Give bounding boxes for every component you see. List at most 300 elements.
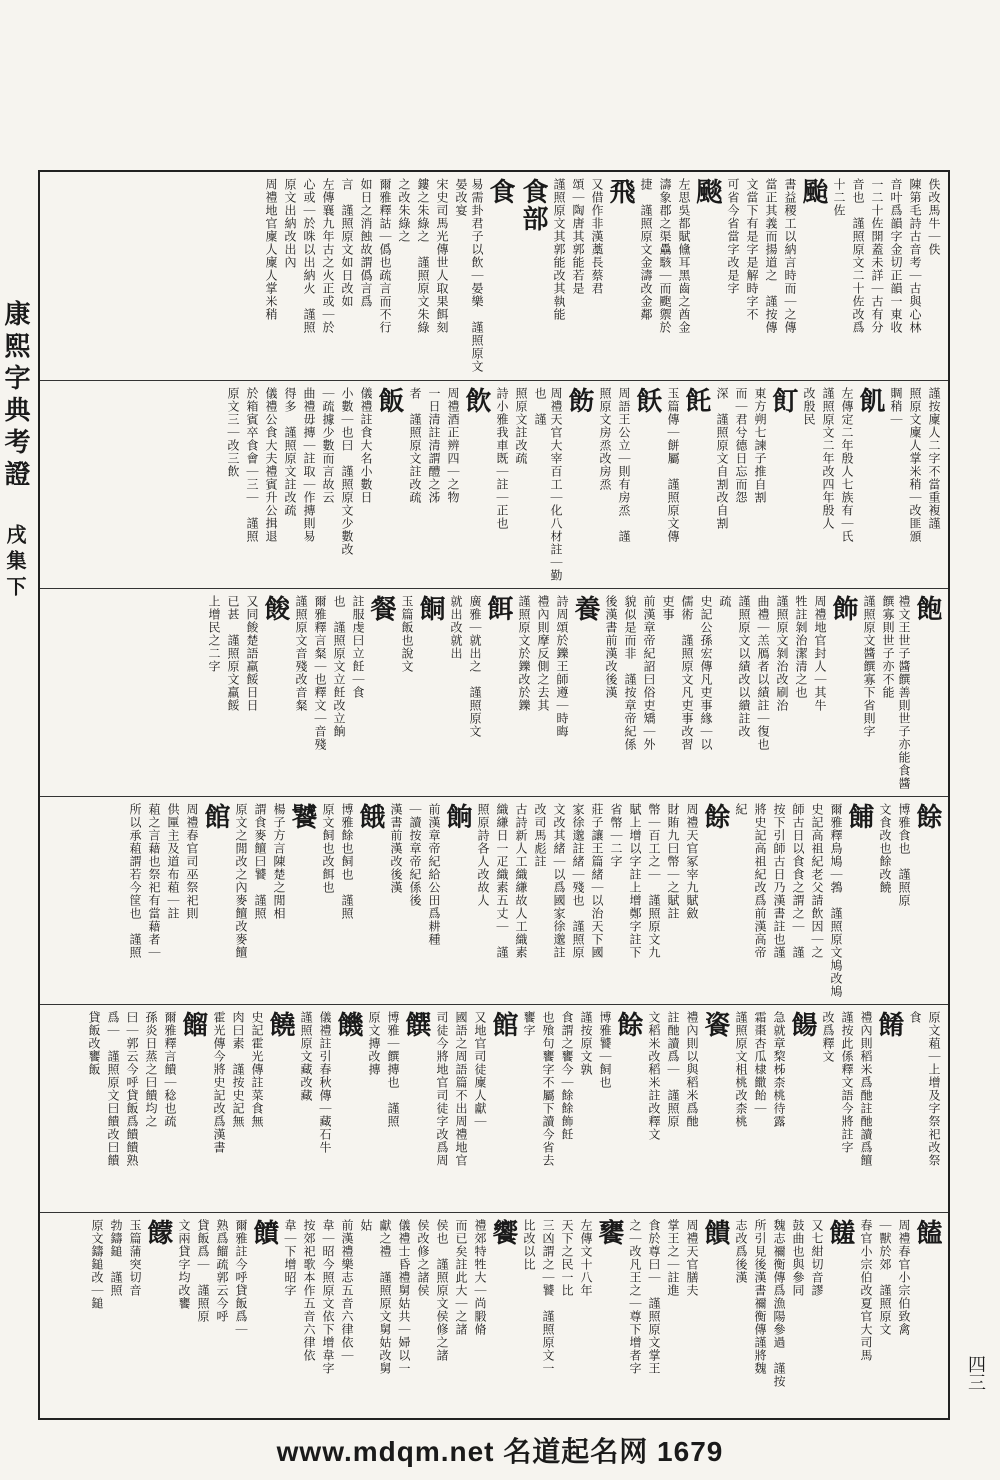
entry-text: 周禮春官小宗伯致禽 bbox=[897, 1219, 911, 1336]
text-column bbox=[665, 1219, 681, 1412]
entry-text: 勃鑄鎚 謹照 bbox=[109, 1219, 123, 1297]
entry-headword: 饗 bbox=[488, 1219, 518, 1246]
text-column bbox=[698, 595, 714, 790]
text-column bbox=[809, 803, 825, 998]
entry-text: 肉曰素 謹按史記無 bbox=[231, 1011, 245, 1128]
text-column bbox=[782, 178, 828, 374]
entry-headword: 飯 bbox=[374, 387, 404, 414]
text-column bbox=[907, 1011, 923, 1206]
text-column bbox=[127, 1219, 173, 1412]
entry-headword: 餔 bbox=[844, 803, 874, 830]
text-column bbox=[888, 178, 904, 374]
text-column bbox=[89, 1219, 105, 1412]
entry-text: 國語之周語篇不出周禮地官 bbox=[454, 1011, 468, 1167]
entry-text: 賦上增以字註上增鄭字註下 bbox=[628, 803, 642, 959]
entry-text: 儀禮註食大名小數日 bbox=[359, 387, 373, 504]
entry-headword: 餘 bbox=[700, 803, 730, 830]
entry-headword: 飾 bbox=[828, 595, 858, 622]
text-column bbox=[320, 387, 336, 582]
band-columns bbox=[46, 1219, 942, 1412]
entry-text: 書益稷工以納言時而｜之傳 bbox=[783, 178, 797, 334]
entry-text: 貸飯改饔飯 bbox=[87, 1011, 101, 1076]
entry-text: 爾雅註今呼貸飯爲｜ bbox=[234, 1219, 248, 1336]
entry-headword: 飭 bbox=[564, 387, 594, 414]
text-column bbox=[399, 595, 445, 790]
text-column bbox=[206, 595, 222, 790]
text-column bbox=[684, 803, 730, 998]
entry-text: 如日之消蝕故謂僞言爲 bbox=[359, 178, 373, 308]
entry-text: 周禮天官冢宰九賦斂 bbox=[685, 803, 699, 920]
entry-headword: 饛 bbox=[143, 1219, 173, 1246]
text-column bbox=[244, 595, 290, 790]
text-column bbox=[665, 387, 711, 582]
entry-text: 禮內則摩反側之去其 bbox=[536, 595, 550, 712]
entry-text: 儀禮公食大夫禮賓升公揖退 bbox=[264, 387, 278, 543]
site-footer: www.mdqm.net 名道起名网 1679 bbox=[276, 1436, 724, 1467]
text-column bbox=[736, 595, 752, 790]
entry-headword: 餐 bbox=[366, 595, 396, 622]
entry-headword: 餈 bbox=[700, 1011, 730, 1038]
text-frame bbox=[38, 170, 950, 1420]
entry-text: 而｜君兮德日忘而怨 bbox=[734, 387, 748, 504]
entry-text: 也 謹照原文立飪改立餉 bbox=[332, 595, 346, 738]
text-column bbox=[453, 178, 515, 374]
entry-text: 莊子讓王篇緒｜以治天下國 bbox=[590, 803, 604, 959]
text-column bbox=[725, 178, 741, 374]
text-column bbox=[448, 595, 464, 790]
text-column bbox=[646, 803, 662, 998]
text-column bbox=[684, 1219, 730, 1412]
text-column bbox=[646, 1011, 662, 1206]
text-column bbox=[850, 178, 866, 374]
text-column bbox=[301, 178, 317, 374]
entry-text: 照原文廩人掌米稍｜改匪頒 bbox=[908, 387, 922, 543]
text-column bbox=[752, 1011, 768, 1206]
entry-text: 司徒今將地官司徒字改爲周 bbox=[435, 1011, 449, 1167]
text-column bbox=[426, 803, 472, 998]
text-column bbox=[858, 1011, 904, 1206]
entry-text: 照原文註改疏 bbox=[514, 387, 528, 465]
text-column bbox=[271, 803, 317, 998]
text-column bbox=[320, 178, 336, 374]
entry-headword: 餘 bbox=[613, 1011, 643, 1038]
entry-text: 陳第毛詩古音考｜古與心林 bbox=[908, 178, 922, 334]
text-column bbox=[733, 803, 749, 998]
entry-text: 比改以比 bbox=[522, 1219, 536, 1271]
text-column bbox=[358, 178, 374, 374]
entry-headword: 饈 bbox=[825, 1219, 855, 1246]
entry-text: 熟爲餾疏郭云今呼 bbox=[215, 1219, 229, 1323]
entry-headword: 館 bbox=[200, 803, 230, 830]
text-column bbox=[415, 1219, 431, 1412]
text-column bbox=[926, 178, 942, 374]
entry-text: 一日清註清謂醴之泲 bbox=[427, 387, 441, 504]
entry-headword: 饒 bbox=[265, 1011, 295, 1038]
entry-text: 謹照原文柤桃改柰桃 bbox=[734, 1011, 748, 1128]
entry-text: 史記公孫宏傳凡吏事緣｜以 bbox=[699, 595, 713, 751]
text-column bbox=[752, 1219, 768, 1412]
text-column bbox=[249, 1011, 295, 1206]
text-column bbox=[540, 1219, 556, 1412]
entry-text: 改司馬彪註 bbox=[533, 803, 547, 868]
entry-headword: 飢 bbox=[855, 387, 885, 414]
entry-text: 也飱句饔字不屬下讀今省去 bbox=[541, 1011, 555, 1167]
entry-text: 獻之禮 謹照原文舅姑改舅 bbox=[378, 1219, 392, 1375]
text-column bbox=[790, 803, 806, 998]
entry-headword: 餚 bbox=[874, 1011, 904, 1038]
entry-headword: 餳 bbox=[787, 1011, 817, 1038]
text-column bbox=[679, 595, 695, 790]
entry-text: 掌王之｜註進 bbox=[666, 1219, 680, 1297]
entry-text: 周禮天官大宰百工｜化八材註｜勤也 謹 bbox=[533, 387, 563, 582]
entry-headword: 飣 bbox=[768, 387, 798, 414]
text-column bbox=[162, 1011, 208, 1206]
text-column bbox=[907, 178, 923, 374]
text-column bbox=[733, 387, 749, 582]
entry-headword: 餾 bbox=[178, 1011, 208, 1038]
text-column bbox=[453, 1219, 469, 1412]
text-column bbox=[733, 1011, 749, 1206]
text-column bbox=[513, 387, 529, 582]
text-column bbox=[516, 595, 532, 790]
entry-text: 原文三｜改三飲 bbox=[226, 387, 240, 478]
entry-text: 曲禮｜羔鴈者以績註｜復也 bbox=[756, 595, 770, 751]
entry-text: 謹照原文其郭能改其執能 bbox=[552, 178, 566, 321]
text-band-5 bbox=[40, 1004, 948, 1212]
text-band-1 bbox=[40, 172, 948, 380]
entry-text: 言 謹照原文如日改如 bbox=[340, 178, 354, 308]
text-column bbox=[165, 803, 181, 998]
text-column bbox=[597, 1011, 643, 1206]
entry-headword: 餌 bbox=[483, 595, 513, 622]
text-column bbox=[717, 595, 733, 790]
entry-text: 詩周頌於鑠王師遵｜時晦 bbox=[555, 595, 569, 738]
text-column bbox=[926, 1011, 942, 1206]
text-column bbox=[763, 178, 779, 374]
text-column bbox=[578, 1011, 594, 1206]
text-column bbox=[880, 595, 942, 790]
entry-text: 霍光傳今將史記改爲漢書 bbox=[212, 1011, 226, 1154]
text-column bbox=[597, 387, 613, 582]
entry-text: 爾雅釋言饋｜稔也疏 bbox=[163, 1011, 177, 1128]
text-column bbox=[108, 1219, 124, 1412]
text-column bbox=[559, 1219, 575, 1412]
entry-text: 漢書前漢改後漢 bbox=[389, 803, 403, 894]
entry-text: 原文飼也改餌也 bbox=[321, 803, 335, 894]
entry-text: 蒩之言藉也祭祀有當藉者｜ bbox=[147, 803, 161, 959]
text-column bbox=[225, 595, 241, 790]
band-columns bbox=[46, 178, 942, 374]
text-column bbox=[233, 1219, 279, 1412]
band-columns bbox=[46, 803, 942, 998]
entry-text: 食謂之饔今｜餘餘飾飪 bbox=[560, 1011, 574, 1141]
entry-text: 按下引師古日乃漢書註也謹 bbox=[772, 803, 786, 959]
entry-text: 謹照原文以績改以繢註改 bbox=[737, 595, 751, 738]
entry-headword: 餕 bbox=[260, 595, 290, 622]
text-column bbox=[396, 178, 412, 374]
text-column bbox=[230, 1011, 246, 1206]
entry-text: 疏 bbox=[718, 595, 732, 608]
text-column bbox=[676, 178, 722, 374]
entry-text: 上增民之二字 bbox=[207, 595, 221, 673]
entry-text: 宋史司馬光傳世人取果餌刻 bbox=[435, 178, 449, 334]
entry-text: 省幣｜二字 bbox=[609, 803, 623, 868]
entry-text: 侯改修之諸侯 bbox=[416, 1219, 430, 1297]
text-column bbox=[896, 803, 942, 998]
entry-text: 周禮地官廩人廩人掌米稍 bbox=[264, 178, 278, 321]
entry-text: 照原詩各人改故人 bbox=[476, 803, 490, 907]
entry-text: 周禮地官封人｜其牛 bbox=[813, 595, 827, 712]
entry-text: 儀禮註引春秋傳｜藏石牛 bbox=[318, 1011, 332, 1154]
text-column bbox=[252, 803, 268, 998]
text-column bbox=[809, 1219, 855, 1412]
text-column bbox=[896, 1219, 942, 1412]
entry-headword: 食部 bbox=[518, 178, 548, 232]
text-column bbox=[339, 1219, 355, 1412]
entry-text: 謹照原文音殘改音粲 bbox=[294, 595, 308, 712]
text-column bbox=[877, 803, 893, 998]
entry-text: 心或｜於咮以出納火 謹照 bbox=[302, 178, 316, 334]
entry-text: 韋｜昭今照原文依下增韋字 bbox=[321, 1219, 335, 1375]
entry-text: 史記霍光傳註菜食無 bbox=[250, 1011, 264, 1128]
text-column bbox=[839, 1011, 855, 1206]
text-column bbox=[513, 803, 529, 998]
entry-text: 韋｜下增昭字 bbox=[283, 1219, 297, 1297]
text-column bbox=[551, 178, 567, 374]
book-title bbox=[0, 300, 34, 602]
entry-text: 之｜改凡王之｜尊下增者字 bbox=[628, 1219, 642, 1375]
text-column bbox=[331, 595, 347, 790]
entry-text: 按郊祀歌本作五音六律依 bbox=[302, 1219, 316, 1362]
text-column bbox=[752, 803, 768, 998]
entry-headword: 餘 bbox=[912, 803, 942, 830]
text-column bbox=[660, 595, 676, 790]
entry-text: 於箱賓卒食會｜三｜ 謹照 bbox=[245, 387, 259, 543]
entry-text: 周禮春官司巫祭祀則 bbox=[185, 803, 199, 920]
entry-text: 爾雅釋鳥鳩｜鵓 謹照原文鳩改鳩 bbox=[829, 803, 843, 998]
text-column bbox=[646, 1219, 662, 1412]
entry-headword: 飲 bbox=[461, 387, 491, 414]
text-column bbox=[820, 387, 836, 582]
text-column bbox=[790, 1219, 806, 1412]
entry-text: 周禮天官膳夫 bbox=[685, 1219, 699, 1297]
text-column bbox=[366, 1011, 382, 1206]
entry-text: 照原文房烝改房烝 bbox=[598, 387, 612, 491]
text-column bbox=[554, 595, 600, 790]
entry-text: 曰｜郭云今呼貸飯爲饋饋熟 bbox=[125, 1011, 139, 1167]
text-column bbox=[407, 387, 423, 582]
text-column bbox=[105, 1011, 121, 1206]
entry-text: 一二十佐開蓋未詳｜古有分 bbox=[870, 178, 884, 334]
entry-text: 當正其義而揚道之 謹按傳 bbox=[764, 178, 778, 334]
text-column bbox=[570, 178, 586, 374]
band-columns bbox=[46, 595, 942, 790]
entry-headword: 饕 bbox=[287, 803, 317, 830]
entry-text: 佚改馬牛｜佚 bbox=[927, 178, 941, 256]
entry-text: 貸飯爲｜ 謹照原 bbox=[196, 1219, 210, 1323]
entry-text: 謹照原文醬饌寡下省則字 bbox=[862, 595, 876, 738]
text-column bbox=[244, 387, 260, 582]
entry-text: 鏤之朱綠之 謹照原文朱綠 bbox=[416, 178, 430, 334]
entry-text: 饔字 bbox=[522, 1011, 536, 1037]
text-column bbox=[665, 803, 681, 998]
band-columns bbox=[46, 1011, 942, 1206]
entry-headword: 餇 bbox=[415, 595, 445, 622]
entry-text: 爲｜ 謹照原文曰饋改曰饋 bbox=[106, 1011, 120, 1167]
text-column bbox=[426, 387, 442, 582]
entry-headword: 饋 bbox=[700, 1219, 730, 1246]
text-column bbox=[589, 803, 605, 998]
text-column bbox=[124, 1011, 140, 1206]
entry-text: 天下之民一比 bbox=[560, 1219, 574, 1297]
entry-headword: 食 bbox=[485, 178, 515, 205]
entry-text: 謹按廩人二字不當重複謹 bbox=[927, 387, 941, 530]
entry-text: 改爲釋文 bbox=[821, 1011, 835, 1063]
entry-text: 爾雅釋言粲｜也釋文｜音殘 bbox=[313, 595, 327, 751]
entry-text: 小數｜也曰 謹照原文少數改 bbox=[340, 387, 354, 556]
entry-text: 禮內則以與稻米爲酏 bbox=[685, 1011, 699, 1128]
text-column bbox=[301, 387, 317, 582]
entry-headword: 饑 bbox=[333, 1011, 363, 1038]
entry-text: 又同餕楚語羸餒日日 bbox=[245, 595, 259, 712]
text-column bbox=[608, 803, 624, 998]
entry-text: 改殷民 bbox=[802, 387, 816, 426]
text-column bbox=[320, 803, 336, 998]
entry-text: 姑 bbox=[359, 1219, 373, 1232]
text-column bbox=[714, 387, 730, 582]
entry-text: 文兩貸字均改饔 bbox=[177, 1219, 191, 1310]
text-column bbox=[407, 803, 423, 998]
entry-text: 濤象郡之渠驫駭｜而颮禦於 bbox=[658, 178, 672, 334]
entry-text: 食於尊曰｜ 謹照原文掌王 bbox=[647, 1219, 661, 1375]
entry-text: 孫炎日蒸之曰饋均之 bbox=[144, 1011, 158, 1128]
text-column bbox=[733, 1219, 749, 1412]
entry-text: 原文蒩｜上增及字祭祀改祭 bbox=[927, 1011, 941, 1167]
text-column bbox=[339, 387, 355, 582]
text-column bbox=[176, 1219, 192, 1412]
entry-headword: 饔 bbox=[594, 1219, 624, 1246]
entry-text: 急就章棃柹柰桃待露 bbox=[772, 1011, 786, 1128]
entry-text: 謹按原文孰 bbox=[579, 1011, 593, 1076]
text-column bbox=[861, 595, 877, 790]
text-column bbox=[475, 803, 491, 998]
entry-text: 紀 bbox=[734, 803, 748, 816]
entry-text: 謹照原文藏改藏 bbox=[299, 1011, 313, 1102]
entry-text: 東方朔七諫子推自割 bbox=[753, 387, 767, 504]
text-column bbox=[184, 803, 230, 998]
text-column bbox=[559, 1011, 575, 1206]
text-column bbox=[494, 803, 510, 998]
text-column bbox=[143, 1011, 159, 1206]
title-text: 康熙字典考證 bbox=[0, 300, 30, 492]
text-column bbox=[214, 1219, 230, 1412]
entry-headword: 飛 bbox=[605, 178, 635, 205]
text-column bbox=[627, 1219, 643, 1412]
entry-text: 原文之閒改之內麥饘改麥饘 bbox=[234, 803, 248, 959]
text-column bbox=[603, 595, 619, 790]
entry-text: 註酏讀爲｜ 謹照原 bbox=[666, 1011, 680, 1128]
entry-text: 謹照原文二年改四年殷人 bbox=[821, 387, 835, 530]
entry-text: 魏志禰衡傳爲漁陽參過 謹按 bbox=[772, 1219, 786, 1388]
text-column bbox=[225, 387, 241, 582]
text-column bbox=[570, 803, 586, 998]
entry-text: 所引見後漢書禰衡傳謹將魏 bbox=[753, 1219, 767, 1375]
entry-text: 古詩新人工織縑故人工織素 bbox=[514, 803, 528, 959]
text-column bbox=[339, 178, 355, 374]
text-column bbox=[494, 387, 510, 582]
entry-text: 者 謹照原文註改疏 bbox=[408, 387, 422, 504]
entry-text: 禮文王世子醬饌善則世子亦能食醬饌寡則世子亦不能 bbox=[881, 595, 911, 790]
text-column bbox=[415, 178, 431, 374]
text-column bbox=[638, 178, 654, 374]
text-column bbox=[771, 1219, 787, 1412]
text-column bbox=[820, 1011, 836, 1206]
entry-text: 前漢章帝紀詔曰俗吏矯｜外 bbox=[642, 595, 656, 751]
text-column bbox=[263, 387, 279, 582]
text-column bbox=[540, 1011, 556, 1206]
text-column bbox=[869, 178, 885, 374]
entry-headword: 館 bbox=[488, 1011, 518, 1038]
entry-text: 貌似是而非 謹按章帝紀係 bbox=[623, 595, 637, 751]
text-column bbox=[684, 1011, 730, 1206]
entry-text: 家徐邈註緒｜殘也 謹照原 bbox=[571, 803, 585, 959]
entry-text: 音叶爲韻字金切正韻一東收 bbox=[889, 178, 903, 334]
entry-text: 玉篇蒲突切音 bbox=[128, 1219, 142, 1297]
entry-text: 已甚 謹照原文羸餒 bbox=[226, 595, 240, 712]
entry-text: 又地官司徒廩人獻｜ bbox=[473, 1011, 487, 1128]
entry-text: 吏事 bbox=[661, 595, 675, 621]
entry-text: 博雅食也 謹照原 bbox=[897, 803, 911, 907]
text-column bbox=[472, 1011, 518, 1206]
text-column bbox=[445, 387, 491, 582]
entry-text: 文當下有是字是解時字不 bbox=[745, 178, 759, 321]
entry-text: 又借作非漢藁長蔡君 bbox=[590, 178, 604, 295]
entry-text: 春官小宗伯改夏官大司馬 bbox=[859, 1219, 873, 1362]
text-column bbox=[377, 1219, 393, 1412]
entry-text: 左傳文十八年 bbox=[579, 1219, 593, 1297]
entry-headword: 颱 bbox=[798, 178, 828, 205]
text-column bbox=[472, 1219, 518, 1412]
entry-text: 供匰主及道布蒩｜註 bbox=[166, 803, 180, 920]
entry-text: 又七紺切音謬 bbox=[810, 1219, 824, 1297]
entry-text: 織縑日一疋織素五丈｜ 謹 bbox=[495, 803, 509, 959]
text-column bbox=[211, 1011, 227, 1206]
text-column bbox=[396, 1219, 412, 1412]
entry-text: 所以承蒩謂若今筐也 謹照 bbox=[128, 803, 142, 959]
entry-text: 深 謹照原文自割改自割 bbox=[715, 387, 729, 530]
text-column bbox=[385, 1011, 431, 1206]
text-column bbox=[839, 387, 885, 582]
entry-text: 周語王公立｜則有房烝 謹 bbox=[617, 387, 631, 543]
text-column bbox=[616, 387, 662, 582]
entry-text: 前漢禮樂志五音六律依｜ bbox=[340, 1219, 354, 1362]
entry-headword: 飫 bbox=[632, 387, 662, 414]
text-column bbox=[641, 595, 657, 790]
volume-text: 戌集下 bbox=[3, 524, 27, 602]
entry-text: 左思吳都賦儵耳黑齒之酋金 bbox=[677, 178, 691, 334]
text-column bbox=[771, 803, 787, 998]
entry-text: 曲禮毋摶｜註取｜作摶則易 bbox=[302, 387, 316, 543]
entry-text: 左傳襄九年古之火正或｜於 bbox=[321, 178, 335, 334]
text-column bbox=[195, 1219, 211, 1412]
text-column bbox=[339, 803, 385, 998]
entry-text: 儒術 謹照原文凡吏事改習 bbox=[680, 595, 694, 751]
entry-text: 而已矣註此大｜之諸 bbox=[454, 1219, 468, 1336]
text-column bbox=[532, 803, 548, 998]
text-column bbox=[627, 803, 643, 998]
text-column bbox=[831, 178, 847, 374]
entry-headword: 饙 bbox=[249, 1219, 279, 1246]
